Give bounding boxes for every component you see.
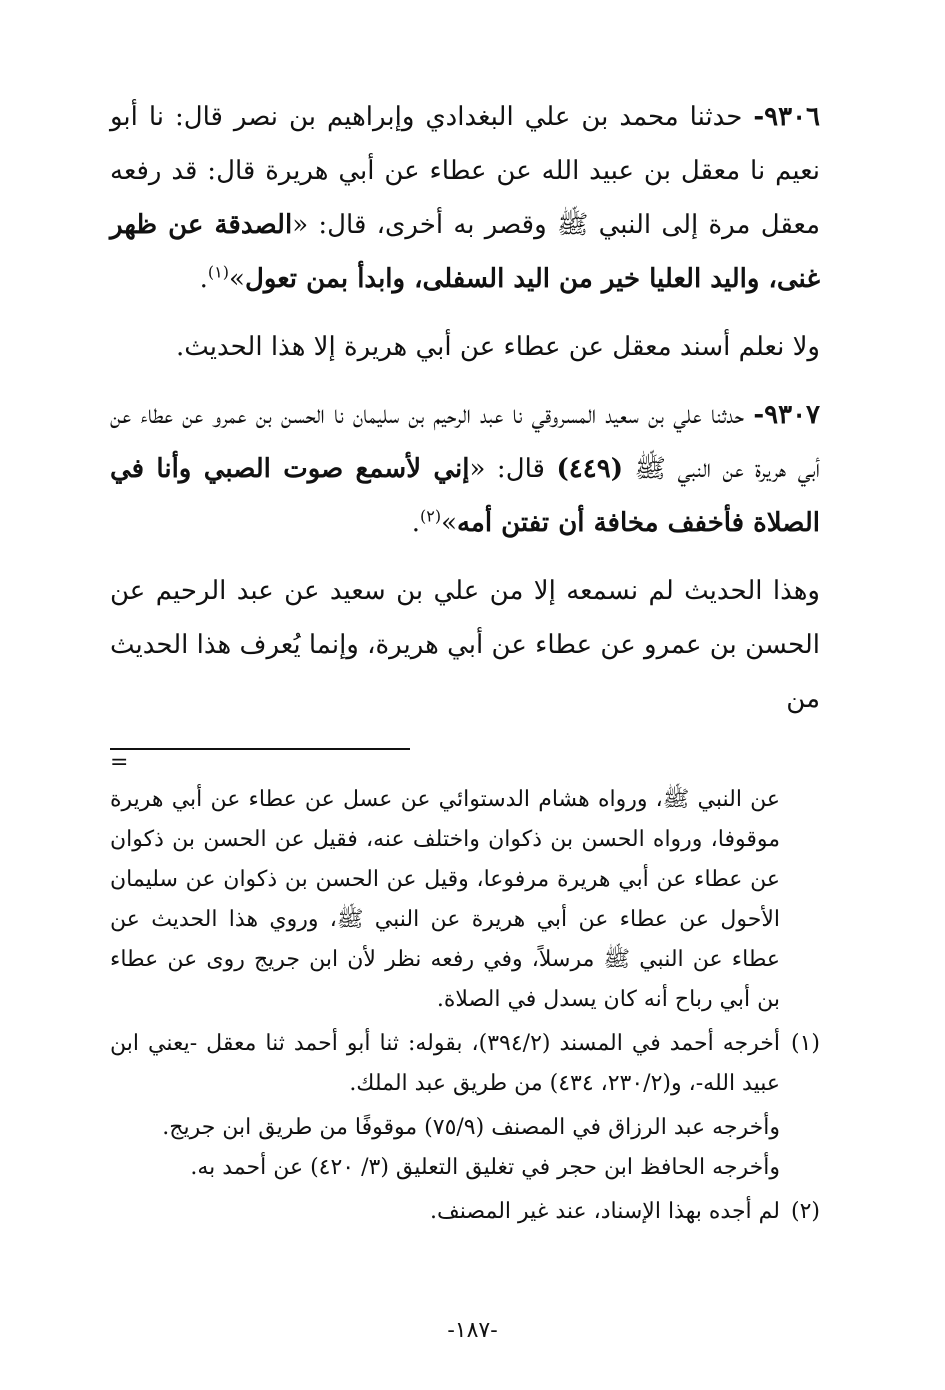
hadith-reference: (٤٤٩) xyxy=(556,454,624,484)
quote-close: » xyxy=(229,264,245,294)
footnote-1-line-3: وأخرجه الحافظ ابن حجر في تغليق التعليق (٣/ ٤٢٠) عن أحمد به. xyxy=(190,1155,780,1180)
hadith-matn: الصدقة عن ظهر غنى، واليد العليا خير من اليد السفلى، وابدأ بمن تعول xyxy=(110,210,820,294)
footnote-ref-2[interactable]: (٢) xyxy=(419,506,442,526)
hadith-matn: إني لأسمع صوت الصبي وأنا في الصلاة فأخفف مخافة أن تفتن أمه xyxy=(110,454,820,538)
hadith-9307 xyxy=(110,388,820,550)
hadith-number: ٩٣٠٦- xyxy=(753,102,820,132)
comment-9307: وهذا الحديث لم نسمعه إلا من علي بن سعيد عن عبد الرحيم عن الحسن بن عمرو عن عطاء عن أبي هريرة، وإنما يُعرف هذا الحديث من xyxy=(110,576,820,714)
footnote-2 xyxy=(110,1192,820,1232)
sentence-end: . xyxy=(411,508,420,538)
continuation-mark: = xyxy=(110,750,129,775)
page-content xyxy=(110,90,820,1236)
separator-line xyxy=(110,748,410,750)
footnote-number: (٢) xyxy=(790,1199,820,1224)
hadith-chain: حدثنا محمد بن علي البغدادي وإبراهيم بن نصر قال: نا أبو نعيم نا معقل بن عبيد الله عن عطاء عن أبي هريرة قال: قد رفعه معقل مرة إلى النبي ﷺ وقصر به أخرى، قال: « xyxy=(110,102,821,240)
sentence-end: . xyxy=(199,264,208,294)
hadith-9306 xyxy=(110,90,820,306)
footnote-1-line-2: وأخرجه عبد الرزاق في المصنف (٧٥/٩) موقوفًا من طريق ابن جريج. xyxy=(162,1115,780,1140)
footnote-continued: عن النبي ﷺ، ورواه هشام الدستوائي عن عسل عن عطاء عن أبي هريرة موقوفا، ورواه الحسن بن ذكوان واختلف عنه، فقيل عن الحسن بن ذكوان عن عطاء عن أبي هريرة مرفوعا، وقيل عن الحسن بن ذكوان عن سليمان الأحول عن عطاء عن أبي هريرة عن النبي ﷺ، وروي هذا الحديث عن عطاء عن النبي ﷺ مرسلاً، وفي رفعه نظر لأن ابن جريج روى عن عطاء بن أبي رباح أنه كان يسدل في الصلاة. xyxy=(110,787,780,1012)
footnote-ref-1[interactable]: (١) xyxy=(207,262,230,282)
footnotes xyxy=(110,780,820,1232)
hadith-said: قال: « xyxy=(469,454,557,484)
footnote-1 xyxy=(110,1024,820,1104)
footnote-text: أخرجه أحمد في المسند (٣٩٤/٢)، بقوله: ثنا أبو أحمد ثنا معقل -يعني ابن عبيد الله-، و(٢٣٠/٢، ٤٣٤) من طريق عبد الملك. xyxy=(110,1031,781,1096)
footnote-text: لم أجده بهذا الإسناد، عند غير المصنف. xyxy=(430,1199,780,1224)
footnote-separator xyxy=(110,740,820,780)
page-number: -١٨٧- xyxy=(447,1318,498,1343)
comment-9306: ولا نعلم أسند معقل عن عطاء عن أبي هريرة إلا هذا الحديث. xyxy=(175,332,820,362)
hadith-number: ٩٣٠٧- xyxy=(753,400,820,430)
hadith-chain: حدثنا علي بن سعيد المسروقي نا عبد الرحيم بن سليمان نا الحسن بن عمرو عن عطاء عن أبي هريرة عن النبي ﷺ xyxy=(110,400,820,484)
footnote-number: (١) xyxy=(790,1031,820,1056)
quote-close: » xyxy=(441,508,457,538)
